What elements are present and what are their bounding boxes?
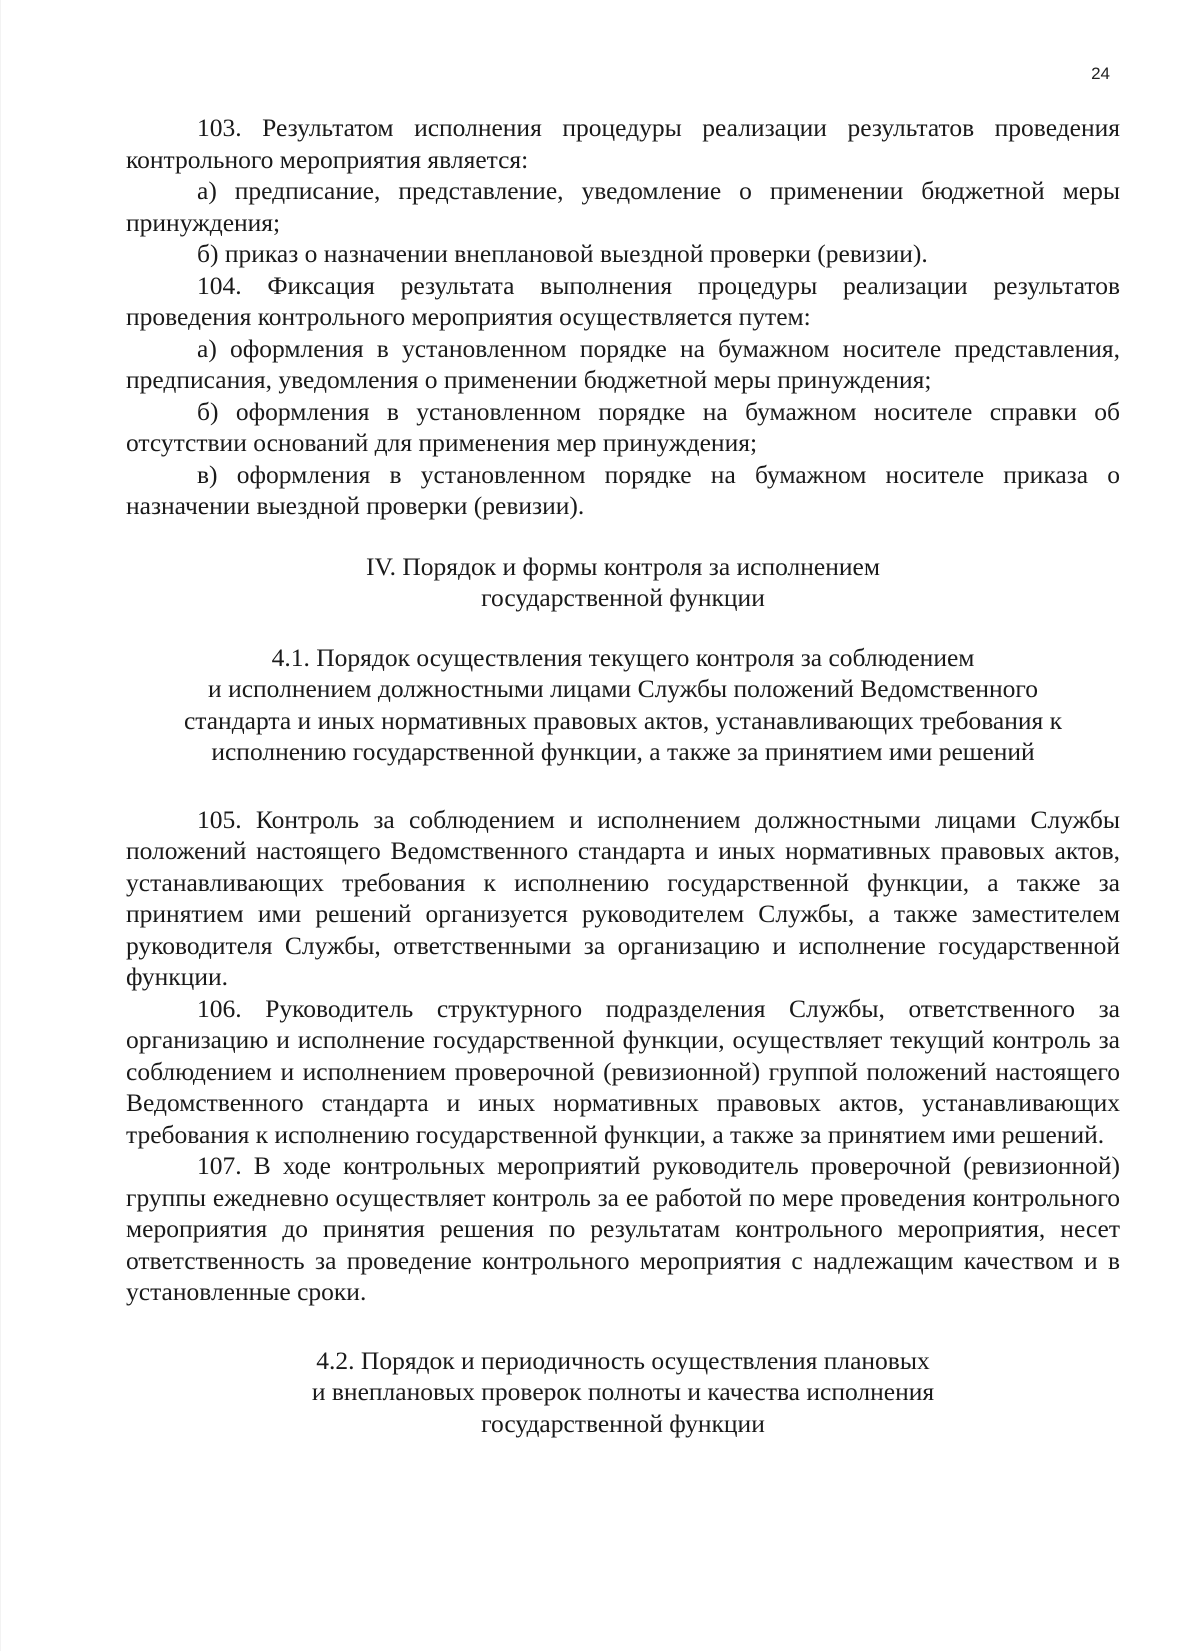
paragraph-107: 107. В ходе контрольных мероприятий руководитель проверочной (ревизионной) группы ежедневно осуществляет контроль за ее работой по мере проведения контрольного мероприятия до принятия решения по результатам контрольного мероприятия, несет ответственность за проведение контрольного мероприятия с надлежащим качеством и в установленные сроки. [126,1151,1120,1306]
paragraph-104-b: б) оформления в установленном порядке на бумажном носителе справки об отсутствии оснований для применения мер принуждения; [126,396,1120,457]
subsection-heading-4-1 [126,642,1120,768]
section-heading-line: государственной функции [481,583,765,612]
paragraph-106: 106. Руководитель структурного подразделения Службы, ответственного за организацию и исполнение государственной функции, осуществляет текущий контроль за соблюдением и исполнением проверочной (ревизионной) группой положений настоящего Ведомственного стандарта и иных нормативных правовых актов, устанавливающих требования к исполнению государственной функции, а также за принятием ими решений. [126,993,1120,1149]
subsection-heading-line: стандарта и иных нормативных правовых актов, устанавливающих требования к [183,705,1063,735]
document-body [126,112,1120,1439]
paragraph-103-b: б) приказ о назначении внеплановой выездной проверки (ревизии). [197,239,928,268]
section-heading-4 [126,551,1120,614]
paragraph-103: 103. Результатом исполнения процедуры реализации результатов проведения контрольного мероприятия является: [126,113,1120,174]
paragraph-103-a: а) предписание, представление, уведомление о применении бюджетной меры принуждения; [126,176,1120,237]
paragraph-105: 105. Контроль за соблюдением и исполнением должностными лицами Службы положений настоящего Ведомственного стандарта и иных нормативных правовых актов, устанавливающих требования к исполнению государственной функции, а также за принятием ими решений организуется руководителем Службы, а также заместителем руководителя Службы, ответственными за организацию и исполнение государственной функции. [126,804,1120,991]
subsection-heading-4-2 [126,1345,1120,1440]
subsection-heading-line: исполнению государственной функции, а также за принятием ими решений [211,737,1035,766]
scan-edge [0,0,1,1651]
subsection-heading-line: и исполнением должностными лицами Службы положений Ведомственного [208,674,1038,703]
subsection-heading-line: государственной функции [481,1408,765,1438]
subsection-heading-line: 4.2. Порядок и периодичность осуществления плановых [316,1345,930,1375]
paragraph-104-a: а) оформления в установленном порядке на бумажном носителе представления, предписания, уведомления о применении бюджетной меры принуждения; [126,333,1120,394]
paragraph-104-c: в) оформления в установленном порядке на бумажном носителе приказа о назначении выездной проверки (ревизии). [126,459,1120,520]
subsection-heading-line: и внеплановых проверок полноты и качества исполнения [311,1377,935,1406]
section-heading-line: IV. Порядок и формы контроля за исполнением [366,551,880,581]
subsection-heading-line: 4.1. Порядок осуществления текущего контроля за соблюдением [271,642,975,672]
paragraph-104: 104. Фиксация результата выполнения процедуры реализации результатов проведения контрольного мероприятия осуществляется путем: [126,270,1120,331]
page-number: 24 [1091,64,1110,83]
